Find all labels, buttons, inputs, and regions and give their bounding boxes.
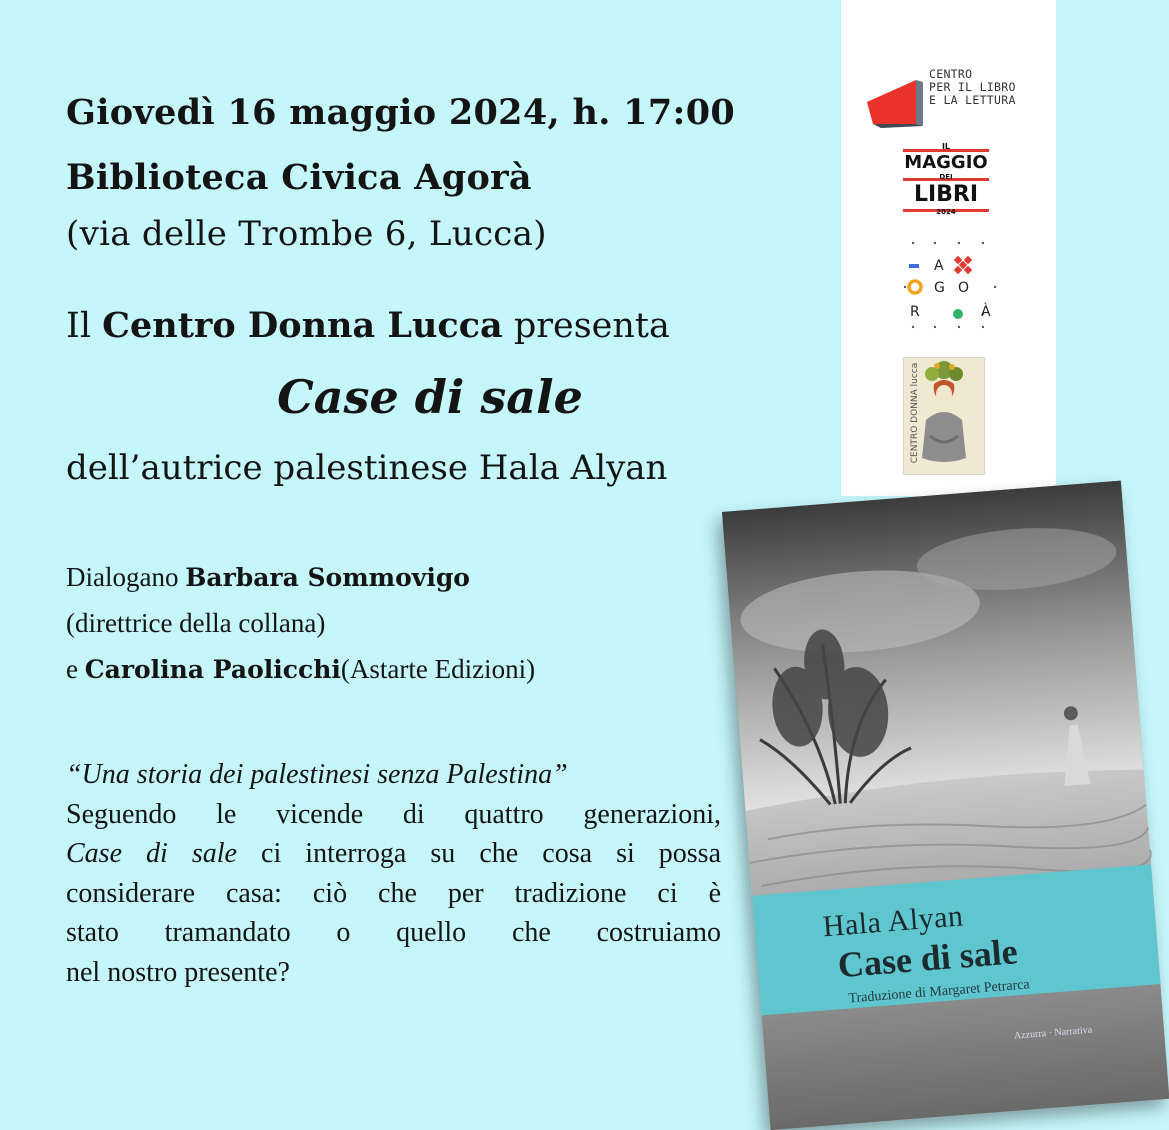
book-cover [722, 481, 1169, 1130]
description-line-2-rest: ci interroga su che cosa si possa [261, 838, 722, 869]
speakers-line-3 [66, 654, 535, 685]
agora-letter-a: A [934, 258, 944, 274]
cpll-logo-text [929, 68, 1016, 107]
description-line-2 [66, 834, 721, 874]
event-venue: Biblioteca Civica Agorà [66, 157, 532, 198]
event-address: (via delle Trombe 6, Lucca) [66, 214, 547, 254]
event-date-time: Giovedì 16 maggio 2024, h. 17:00 [66, 92, 735, 133]
maggio-maggio: MAGGIO [904, 152, 988, 173]
author-line: dell’autrice palestinese Hala Alyan [66, 448, 668, 488]
maggio-dei: DEI [939, 173, 953, 181]
book-cover-title: Case di sale [836, 931, 1019, 986]
organizer-name: Centro Donna Lucca [102, 305, 503, 346]
logo-panel [841, 0, 1056, 496]
description-book-title: Case di sale [66, 838, 237, 869]
presenter-suffix: presenta [513, 306, 670, 346]
cpll-line-2: PER IL LIBRO [929, 80, 1016, 94]
speaker2-role: (Astarte Edizioni) [340, 654, 536, 684]
book-cover-series: Azzurra · Narrativa [1013, 1024, 1093, 1042]
agora-letter-g: G [934, 280, 945, 296]
cpll-line-1: CENTRO [929, 67, 973, 81]
book-cover-translator: Traduzione di Margaret Petrarca [848, 977, 1031, 1007]
book-cover-photo [722, 481, 1169, 1130]
description-line-4: stato tramandato o quello che costruiamo [66, 917, 721, 948]
cdl-logo-text: CENTRO DONNA lucca [910, 362, 920, 464]
speakers-intro: Dialogano [66, 562, 179, 592]
speakers-line-1 [66, 562, 470, 593]
speaker1-name: Barbara Sommovigo [185, 563, 470, 592]
maggio-libri: LIBRI [913, 182, 979, 207]
description-quote: “Una storia dei palestinesi senza Palestina” [66, 759, 568, 790]
agora-letter-o: O [958, 280, 970, 296]
maggio-il: IL [941, 142, 951, 151]
book-cover-author: Hala Alyan [821, 899, 965, 944]
speakers-conj: e [66, 654, 78, 684]
description-line-5: nel nostro presente? [66, 956, 290, 988]
maggio-year: 2024 [936, 208, 956, 216]
description-line-3: considerare casa: ciò che per tradizione ci è [66, 877, 721, 909]
speaker1-role: (direttrice della collana) [66, 608, 326, 638]
description [66, 755, 721, 992]
centro-donna-lucca-logo [903, 357, 985, 475]
presenter-line [66, 305, 670, 346]
book-title-heading: Case di sale [277, 370, 583, 424]
agora-logo [903, 240, 1003, 330]
agora-letter-a-accent: À [981, 304, 991, 320]
description-line-1: Seguendo le vicende di quattro generazioni, [66, 798, 721, 830]
speaker2-name: Carolina Paolicchi [84, 655, 341, 684]
maggio-dei-libri-logo [901, 140, 991, 224]
cpll-line-3: E LA LETTURA [929, 93, 1016, 107]
agora-letter-r: R [910, 304, 920, 320]
presenter-prefix: Il [66, 306, 92, 346]
